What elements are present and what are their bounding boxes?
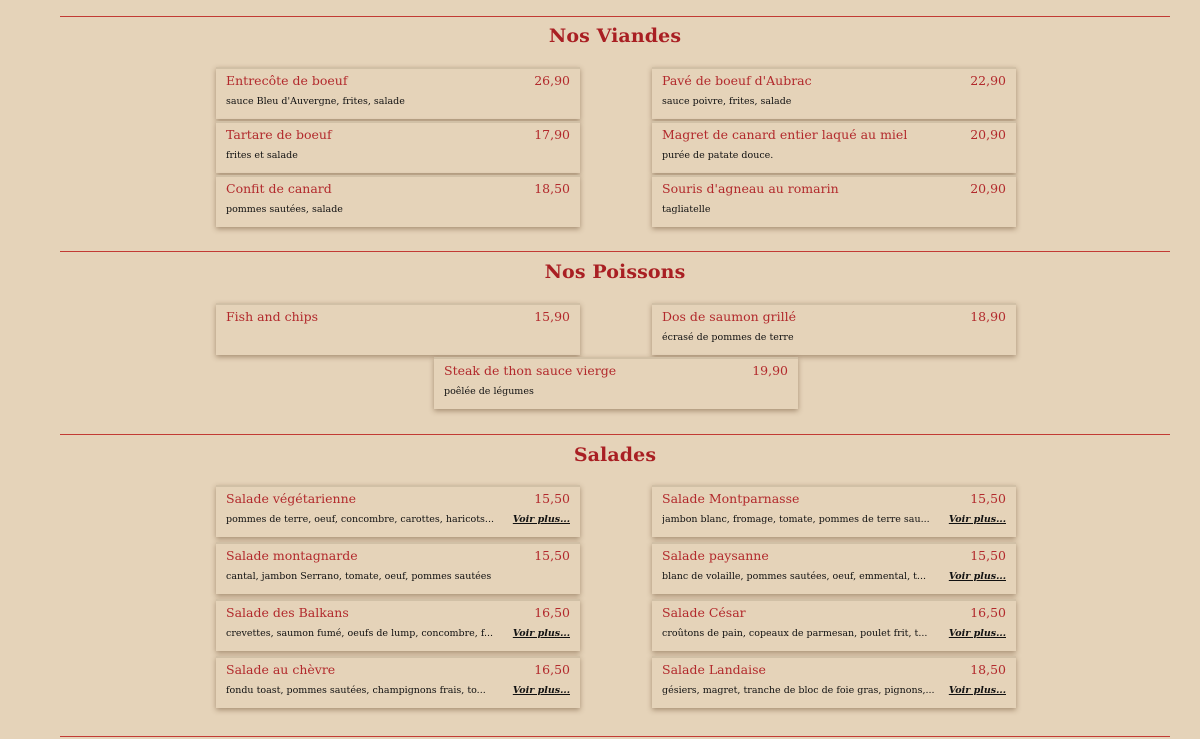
- item-name: Salade paysanne: [662, 548, 769, 563]
- item-name: Fish and chips: [226, 309, 319, 324]
- item-description: sauce Bleu d'Auvergne, frites, salade: [226, 96, 405, 107]
- menu-item-card[interactable]: [434, 357, 798, 409]
- section-divider: [60, 16, 1170, 17]
- menu-item-card[interactable]: [216, 599, 580, 651]
- menu-item-card[interactable]: [216, 67, 580, 119]
- item-name: Entrecôte de boeuf: [226, 73, 348, 88]
- item-description: pommes de terre, oeuf, concombre, carottes, haricots...: [226, 514, 494, 525]
- menu-item-card[interactable]: [216, 656, 580, 708]
- item-description: jambon blanc, fromage, tomate, pommes de terre sau...: [662, 514, 930, 525]
- section-divider: [60, 434, 1170, 435]
- menu-item-card[interactable]: [216, 175, 580, 227]
- item-name: Tartare de boeuf: [226, 127, 332, 142]
- item-name: Confit de canard: [226, 181, 332, 196]
- item-price: 17,90: [534, 127, 570, 142]
- item-name: Magret de canard entier laqué au miel: [662, 127, 908, 142]
- item-price: 16,50: [970, 605, 1006, 620]
- item-price: 16,50: [534, 662, 570, 677]
- item-description: purée de patate douce.: [662, 150, 774, 161]
- menu-item-card[interactable]: [216, 542, 580, 594]
- item-price: 15,50: [970, 491, 1006, 506]
- item-description: gésiers, magret, tranche de bloc de foie gras, pignons,...: [662, 685, 935, 696]
- item-description: tagliatelle: [662, 204, 711, 215]
- section-divider: [60, 251, 1170, 252]
- item-price: 26,90: [534, 73, 570, 88]
- item-price: 18,50: [534, 181, 570, 196]
- item-name: Souris d'agneau au romarin: [662, 181, 839, 196]
- item-name: Steak de thon sauce vierge: [444, 363, 617, 378]
- item-description: pommes sautées, salade: [226, 204, 343, 215]
- item-name: Salade végétarienne: [226, 491, 357, 506]
- item-name: Salade des Balkans: [226, 605, 349, 620]
- see-more-link[interactable]: Voir plus...: [512, 514, 570, 525]
- item-price: 15,90: [534, 309, 570, 324]
- item-name: Salade César: [662, 605, 746, 620]
- see-more-link[interactable]: Voir plus...: [948, 628, 1006, 639]
- menu-item-card[interactable]: [652, 175, 1016, 227]
- item-price: 16,50: [534, 605, 570, 620]
- menu-item-card[interactable]: [652, 656, 1016, 708]
- menu-item-card[interactable]: [216, 485, 580, 537]
- section-title-salades: Salades: [573, 444, 657, 466]
- item-price: 15,50: [970, 548, 1006, 563]
- item-description: fondu toast, pommes sautées, champignons frais, to...: [226, 685, 486, 696]
- see-more-link[interactable]: Voir plus...: [948, 514, 1006, 525]
- item-description: poêlée de légumes: [444, 386, 534, 397]
- menu-item-card[interactable]: [652, 121, 1016, 173]
- item-description: écrasé de pommes de terre: [662, 332, 794, 343]
- item-name: Salade au chèvre: [226, 662, 336, 677]
- section-divider: [60, 736, 1170, 737]
- item-price: 20,90: [970, 127, 1006, 142]
- menu-item-card[interactable]: [652, 485, 1016, 537]
- item-description: croûtons de pain, copeaux de parmesan, poulet frit, t...: [662, 628, 928, 639]
- see-more-link[interactable]: Voir plus...: [948, 571, 1006, 582]
- item-description: crevettes, saumon fumé, oeufs de lump, concombre, f...: [226, 628, 494, 639]
- item-price: 19,90: [752, 363, 788, 378]
- see-more-link[interactable]: Voir plus...: [512, 628, 570, 639]
- item-price: 22,90: [970, 73, 1006, 88]
- see-more-link[interactable]: Voir plus...: [512, 685, 570, 696]
- item-name: Pavé de boeuf d'Aubrac: [662, 73, 812, 88]
- item-price: 15,50: [534, 491, 570, 506]
- menu-item-card[interactable]: [652, 599, 1016, 651]
- menu-item-card[interactable]: [652, 303, 1016, 355]
- item-name: Salade montagnarde: [226, 548, 358, 563]
- item-name: Salade Landaise: [662, 662, 766, 677]
- section-title-poissons: Nos Poissons: [544, 261, 686, 283]
- item-price: 18,50: [970, 662, 1006, 677]
- item-price: 15,50: [534, 548, 570, 563]
- menu-item-card[interactable]: [652, 67, 1016, 119]
- see-more-link[interactable]: Voir plus...: [948, 685, 1006, 696]
- item-description: cantal, jambon Serrano, tomate, oeuf, pommes sautées: [226, 571, 492, 582]
- menu-item-card[interactable]: [216, 121, 580, 173]
- item-description: blanc de volaille, pommes sautées, oeuf, emmental, t...: [662, 571, 926, 582]
- item-price: 20,90: [970, 181, 1006, 196]
- item-price: 18,90: [970, 309, 1006, 324]
- menu-item-card[interactable]: [652, 542, 1016, 594]
- item-description: sauce poivre, frites, salade: [662, 96, 792, 107]
- section-title-viandes: Nos Viandes: [548, 25, 682, 47]
- menu-item-card[interactable]: [216, 303, 580, 355]
- item-name: Salade Montparnasse: [662, 491, 800, 506]
- item-name: Dos de saumon grillé: [662, 309, 796, 324]
- item-description: frites et salade: [226, 150, 298, 161]
